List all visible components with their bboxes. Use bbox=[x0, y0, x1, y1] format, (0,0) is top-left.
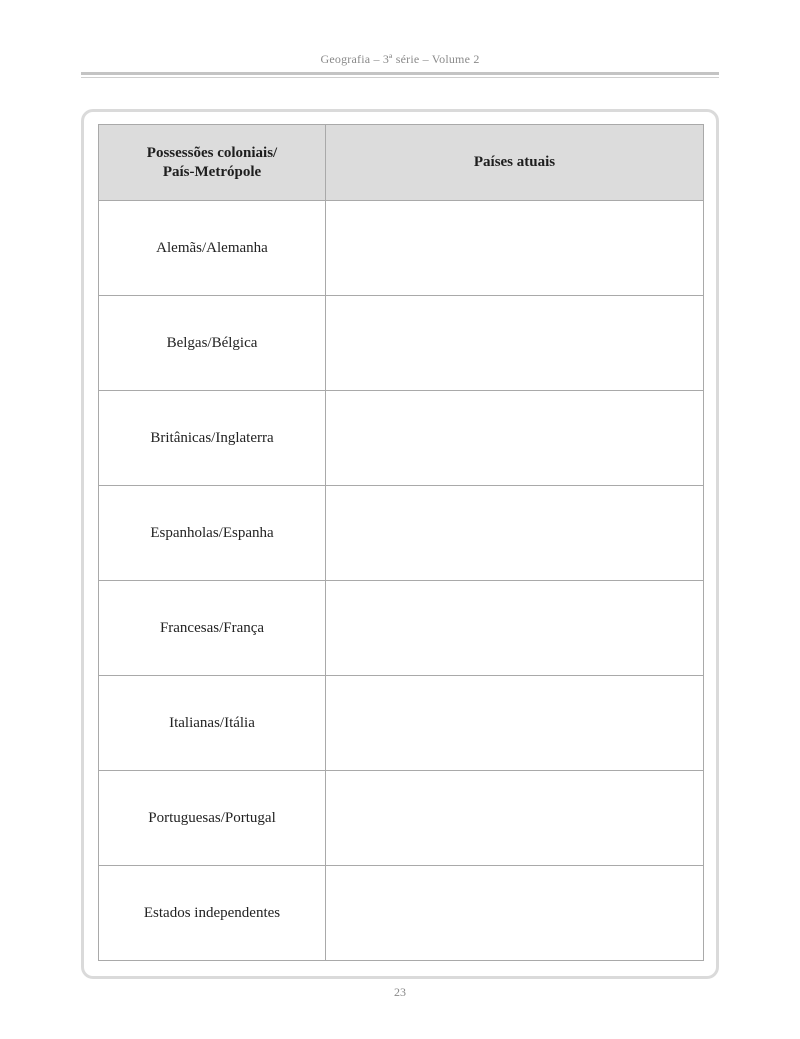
page-number: 23 bbox=[394, 985, 406, 999]
metropole-cell: Espanholas/Espanha bbox=[99, 486, 326, 581]
metropole-cell: Italianas/Itália bbox=[99, 676, 326, 771]
header-rule bbox=[81, 72, 719, 75]
table-row bbox=[99, 581, 704, 676]
table-row bbox=[99, 296, 704, 391]
colonial-possessions-table bbox=[98, 124, 704, 961]
paises-atuais-cell[interactable] bbox=[326, 771, 704, 866]
paises-atuais-cell[interactable] bbox=[326, 866, 704, 961]
paises-atuais-cell[interactable] bbox=[326, 581, 704, 676]
paises-atuais-cell[interactable] bbox=[326, 296, 704, 391]
metropole-cell: Francesas/França bbox=[99, 581, 326, 676]
metropole-cell: Alemãs/Alemanha bbox=[99, 201, 326, 296]
table-row bbox=[99, 201, 704, 296]
paises-atuais-cell[interactable] bbox=[326, 391, 704, 486]
metropole-cell: Britânicas/Inglaterra bbox=[99, 391, 326, 486]
table-header-row bbox=[99, 125, 704, 201]
column-header-metropole: Possessões coloniais/ País-Metrópole bbox=[99, 125, 326, 201]
table-row bbox=[99, 391, 704, 486]
column-header-paises-atuais: Países atuais bbox=[326, 125, 704, 201]
table-row bbox=[99, 771, 704, 866]
paises-atuais-cell[interactable] bbox=[326, 676, 704, 771]
table-row bbox=[99, 486, 704, 581]
table-row bbox=[99, 676, 704, 771]
metropole-cell: Belgas/Bélgica bbox=[99, 296, 326, 391]
paises-atuais-cell[interactable] bbox=[326, 201, 704, 296]
metropole-cell: Estados independentes bbox=[99, 866, 326, 961]
running-header: Geografia – 3ª série – Volume 2 bbox=[320, 52, 480, 66]
table-row bbox=[99, 866, 704, 961]
paises-atuais-cell[interactable] bbox=[326, 486, 704, 581]
table-container bbox=[98, 124, 703, 961]
metropole-cell: Portuguesas/Portugal bbox=[99, 771, 326, 866]
header-rule-thin bbox=[81, 77, 719, 78]
